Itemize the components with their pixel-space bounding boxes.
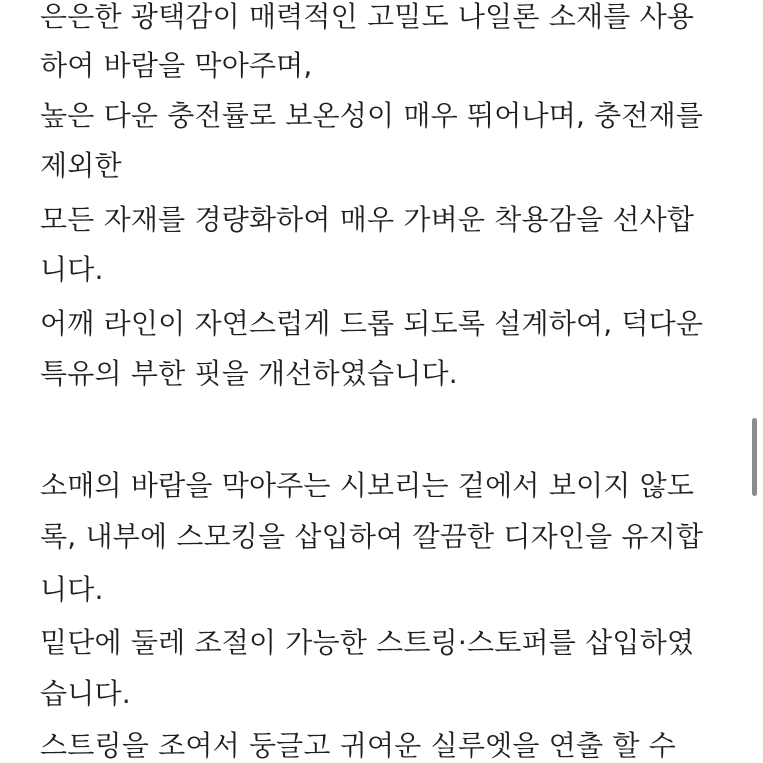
description-line: 하여 바람을 막아주며, [40, 49, 313, 82]
description-line: 습니다. [40, 677, 131, 710]
description-line: 스트링을 조여서 둥글고 귀여운 실루엣을 연출 할 수 [40, 729, 676, 762]
description-line: 높은 다운 충전률로 보온성이 매우 뛰어나며, 충전재를 [40, 99, 704, 132]
description-line: 은은한 광택감이 매력적인 고밀도 나일론 소재를 사용 [40, 0, 695, 33]
description-line: 밑단에 둘레 조절이 가능한 스트링·스토퍼를 삽입하였 [40, 626, 695, 659]
scrollbar-thumb[interactable] [752, 418, 757, 496]
description-line: 모든 자재를 경량화하여 매우 가벼운 착용감을 선사합 [40, 203, 695, 236]
description-line: 록, 내부에 스모킹을 삽입하여 깔끔한 디자인을 유지합 [40, 520, 704, 553]
description-line: 어깨 라인이 자연스럽게 드롭 되도록 설계하여, 덕다운 [40, 307, 704, 340]
description-line: 니다. [40, 573, 104, 606]
description-line: 제외한 [40, 149, 122, 182]
description-line: 특유의 부한 핏을 개선하였습니다. [40, 357, 458, 390]
description-line: 니다. [40, 253, 104, 286]
description-line: 소매의 바람을 막아주는 시보리는 겉에서 보이지 않도 [40, 469, 695, 502]
